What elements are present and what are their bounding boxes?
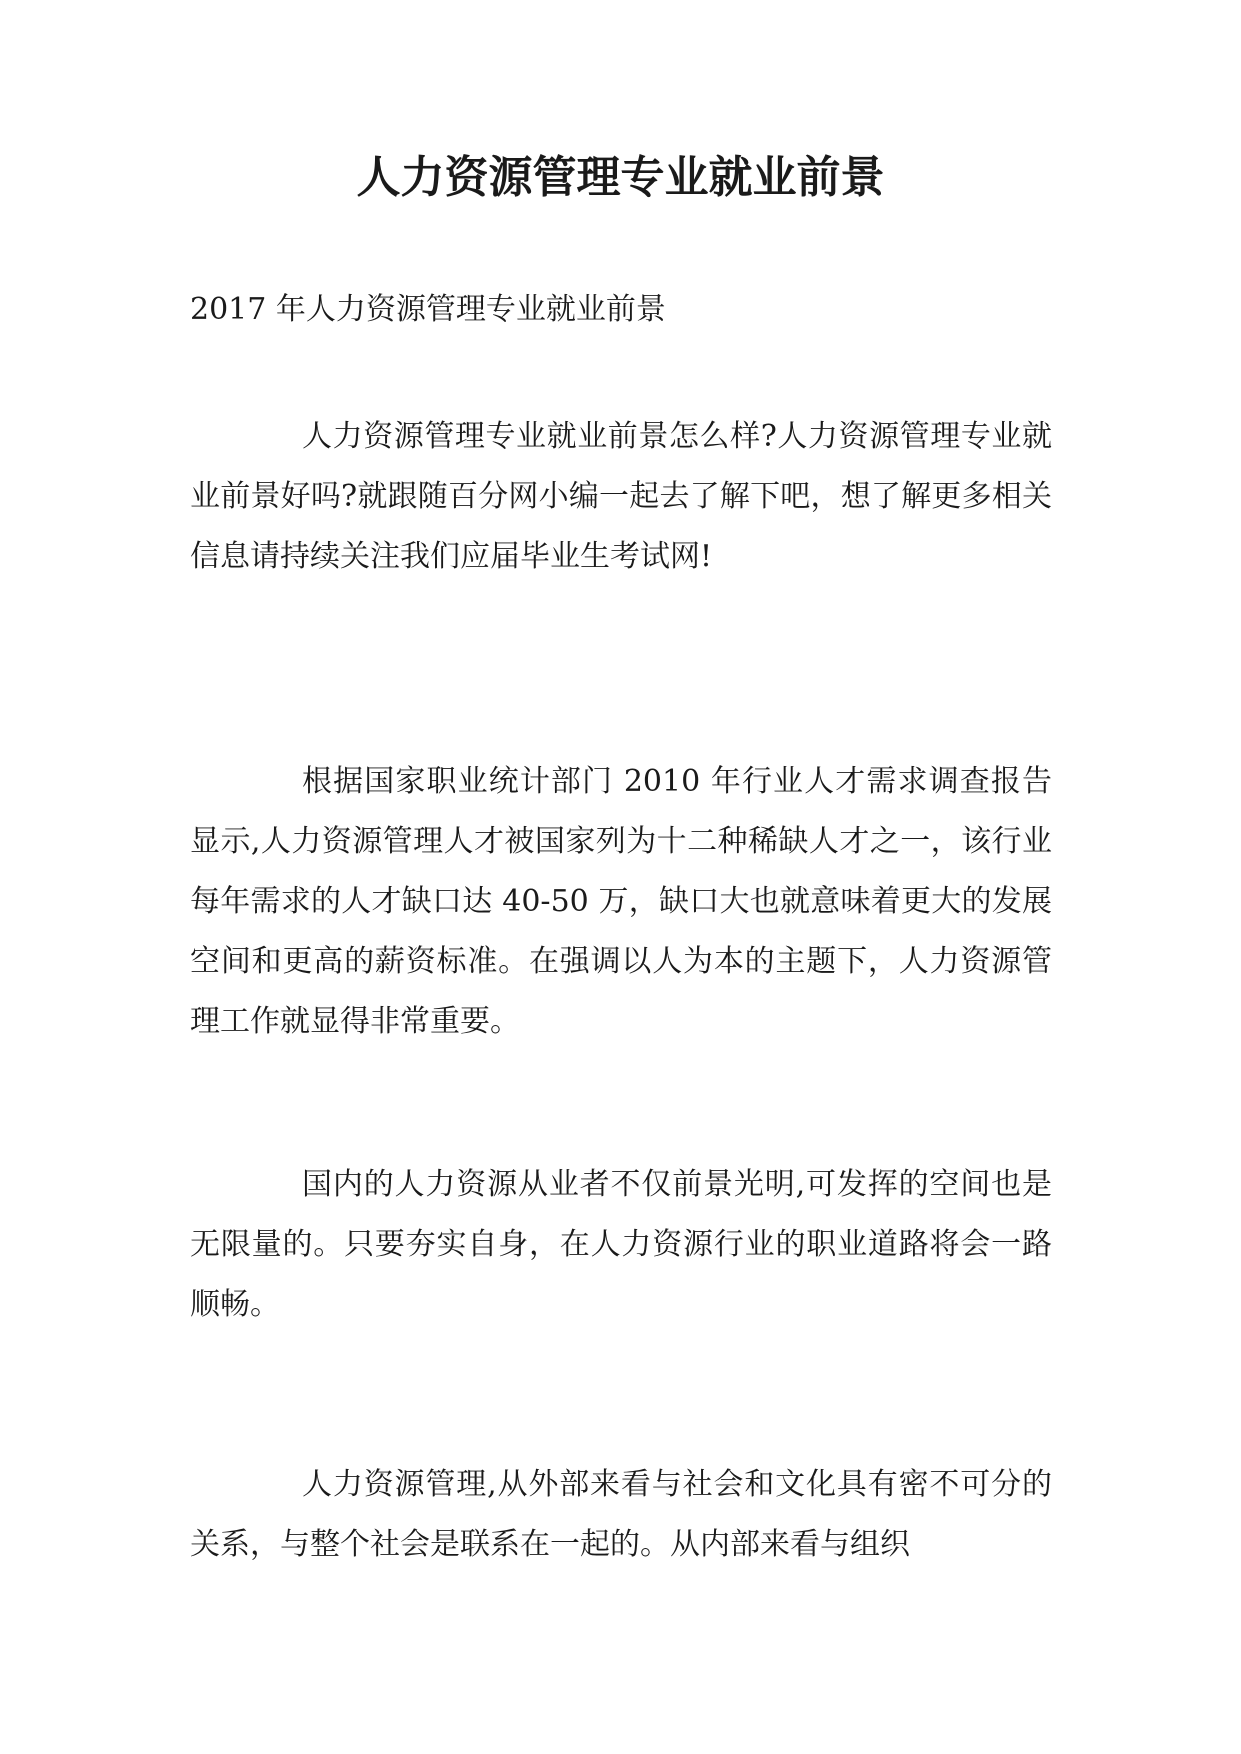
paragraph-overview: 人力资源管理,从外部来看与社会和文化具有密不可分的关系，与整个社会是联系在一起的。从内部来看与组织 — [190, 1467, 1052, 1562]
document-subtitle: 2017 年人力资源管理专业就业前景 — [190, 292, 666, 327]
paragraph-demand: 根据国家职业统计部门 2010 年行业人才需求调查报告显示,人力资源管理人才被国家列为十二种稀缺人才之一，该行业每年需求的人才缺口达 40-50 万，缺口大也就意味着更大的发展空间和更高的薪资标准。在强调以人为本的主题下，人力资源管理工作就显得非常重要。 — [190, 764, 1052, 1039]
paragraph-intro: 人力资源管理专业就业前景怎么样?人力资源管理专业就业前景好吗?就跟随百分网小编一起去了解下吧，想了解更多相关信息请持续关注我们应届毕业生考试网! — [190, 419, 1052, 574]
paragraph-prospects: 国内的人力资源从业者不仅前景光明,可发挥的空间也是无限量的。只要夯实自身，在人力资源行业的职业道路将会一路顺畅。 — [190, 1167, 1052, 1322]
document-title: 人力资源管理专业就业前景 — [356, 152, 885, 203]
